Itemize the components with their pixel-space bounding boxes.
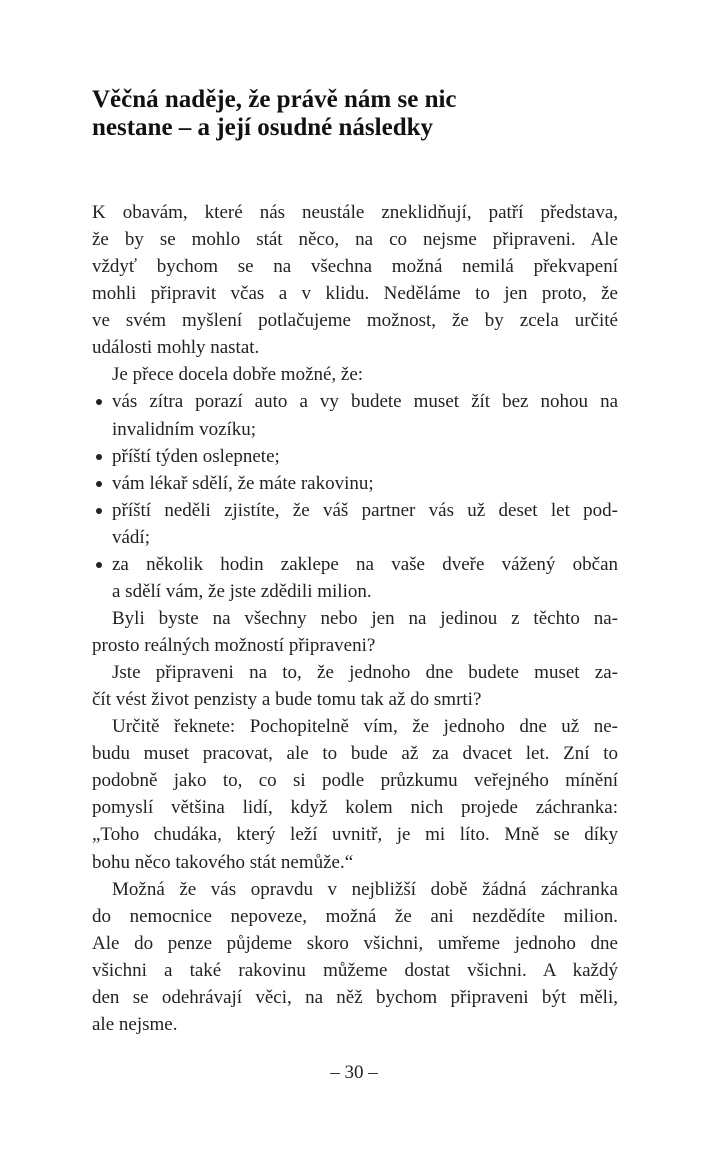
text-line <box>92 740 618 767</box>
text-line <box>92 334 618 361</box>
line-text: vádí; <box>112 526 150 548</box>
text-line <box>92 930 618 957</box>
text-line <box>92 226 618 253</box>
line-text: za několik hodin zaklepe na vaše dveře vážený občan <box>112 553 618 575</box>
text-line <box>92 659 618 686</box>
text-line <box>92 253 618 280</box>
line-text: Je přece docela dobře možné, že: <box>112 364 364 386</box>
line-text: události mohly nastat. <box>92 337 260 359</box>
line-text: invalidním vozíku; <box>112 418 257 440</box>
line-text: vás zítra porazí auto a vy budete muset žít bez nohou na <box>112 391 618 413</box>
text-line <box>92 849 618 876</box>
line-text: Možná že vás opravdu v nejbližší době žádná záchranka <box>112 878 618 900</box>
line-text: bohu něco takového stát nemůže.“ <box>92 851 354 873</box>
line-text: ve svém myšlení potlačujeme možnost, že by zcela určité <box>92 310 618 332</box>
line-text: den se odehrávají věci, na něž bychom připraveni být měli, <box>92 986 618 1008</box>
text-line <box>92 794 618 821</box>
text-line <box>92 307 618 334</box>
text-line <box>92 416 618 443</box>
text-line <box>92 199 618 226</box>
line-text: ale nejsme. <box>92 1013 178 1035</box>
bullet-icon <box>96 454 102 460</box>
line-text: do nemocnice nepoveze, možná že ani nezdědíte milion. <box>92 905 618 927</box>
line-text: příští neděli zjistíte, že váš partner vás už deset let pod- <box>112 499 618 521</box>
heading-line: Věčná naděje, že právě nám se nic <box>92 86 457 113</box>
bullet-list-item-line <box>92 443 618 470</box>
line-text: mohli připravit včas a v klidu. Neděláme to jen proto, že <box>92 283 618 305</box>
bullet-icon <box>96 508 102 514</box>
line-text: podobně jako to, co si podle průzkumu veřejného mínění <box>92 770 618 792</box>
line-text: vám lékař sdělí, že máte rakovinu; <box>112 472 374 494</box>
line-text: budu muset pracovat, ale to bude až za dvacet let. Zní to <box>92 743 618 765</box>
bullet-list-item-line <box>92 388 618 415</box>
heading-line: nestane – a její osudné následky <box>92 114 434 141</box>
bullet-list-item-line <box>92 497 618 524</box>
text-line <box>92 767 618 794</box>
page-number: – 30 – <box>330 1062 378 1083</box>
text-line <box>92 713 618 740</box>
line-text: vždyť bychom se na všechna možná nemilá překvapení <box>92 256 618 278</box>
text-line <box>92 578 618 605</box>
text-line <box>92 957 618 984</box>
line-text: všichni a také rakovinu můžeme dostat všichni. A každý <box>92 959 618 981</box>
text-line <box>92 876 618 903</box>
line-text: příští týden oslepnete; <box>112 445 280 467</box>
bullet-icon <box>96 399 102 405</box>
line-text: pomyslí většina lidí, když kolem nich projede záchranka: <box>92 797 618 819</box>
text-line <box>92 984 618 1011</box>
line-text: K obavám, které nás neustále zneklidňují, patří představa, <box>92 202 618 223</box>
text-line <box>92 686 618 713</box>
text-line <box>92 280 618 307</box>
bullet-list-item-line <box>92 470 618 497</box>
line-text: Jste připraveni na to, že jednoho dne budete muset za- <box>112 662 618 684</box>
line-text: „Toho chudáka, který leží uvnitř, je mi líto. Mně se díky <box>92 824 618 846</box>
text-line <box>92 903 618 930</box>
text-line <box>92 632 618 659</box>
bullet-list-item-line <box>92 551 618 578</box>
line-text: a sdělí vám, že jste zdědili milion. <box>112 580 372 602</box>
bullet-icon <box>96 481 102 487</box>
text-line <box>92 524 618 551</box>
body-text <box>92 199 618 1038</box>
text-line <box>92 821 618 848</box>
line-text: prosto reálných možností připraveni? <box>92 635 376 656</box>
text-line <box>92 361 618 388</box>
text-line <box>92 605 618 632</box>
bullet-icon <box>96 562 102 568</box>
line-text: čít vést život penzisty a bude tomu tak až do smrti? <box>92 689 482 711</box>
line-text: Ale do penze půjdeme skoro všichni, umřeme jednoho dne <box>92 932 618 954</box>
chapter-heading <box>92 86 632 142</box>
line-text: Byli byste na všechny nebo jen na jedinou z těchto na- <box>112 607 618 629</box>
text-line <box>92 1011 618 1038</box>
line-text: Určitě řeknete: Pochopitelně vím, že jednoho dne už ne- <box>112 716 618 738</box>
line-text: že by se mohlo stát něco, na co nejsme připraveni. Ale <box>92 229 618 251</box>
